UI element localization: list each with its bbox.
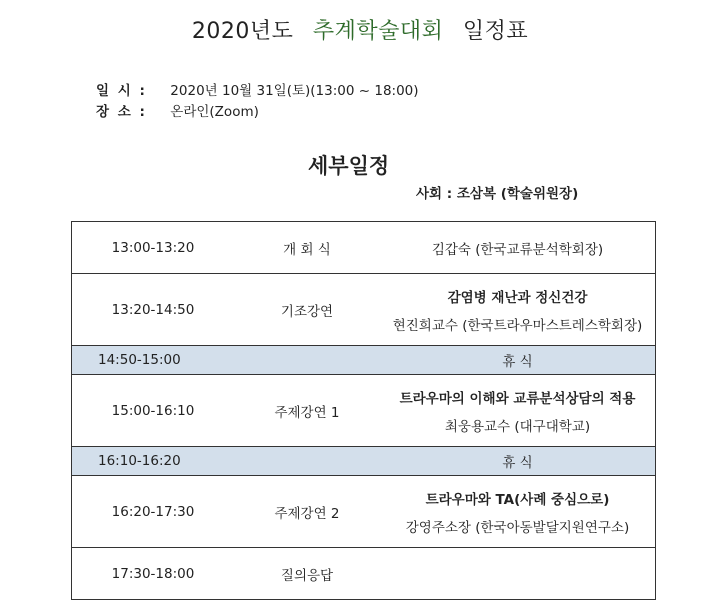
row-topic: 감염병 재난과 정신건강 — [447, 289, 588, 306]
row-time: 14:50-15:00 — [72, 346, 235, 375]
place-value: 온라인(Zoom) — [170, 104, 259, 120]
schedule-heading: 세부일정 — [308, 154, 390, 178]
row-speaker: 김갑숙 (한국교류분석학회장) — [380, 222, 656, 274]
row-kind: 질의응답 — [234, 548, 380, 600]
table-row — [72, 476, 656, 548]
row-desc — [380, 274, 656, 346]
row-kind: 기조강연 — [234, 274, 380, 346]
row-time: 15:00-16:10 — [72, 375, 235, 447]
table-row — [72, 548, 656, 600]
date-label: 일 시 : — [96, 83, 147, 99]
table-row — [72, 222, 656, 274]
title-event: 추계학술대회 — [312, 19, 444, 44]
row-kind: 주제강연 1 — [234, 375, 380, 447]
row-speaker — [380, 548, 656, 600]
row-kind — [234, 346, 380, 375]
row-time: 17:30-18:00 — [72, 548, 235, 600]
row-kind — [234, 447, 380, 476]
row-topic: 트라우마의 이해와 교류분석상담의 적용 — [399, 390, 636, 407]
table-row — [72, 375, 656, 447]
row-time: 13:00-13:20 — [72, 222, 235, 274]
row-desc — [380, 375, 656, 447]
row-time: 16:10-16:20 — [72, 447, 235, 476]
row-desc — [380, 476, 656, 548]
title-suffix: 일정표 — [462, 19, 529, 44]
row-kind: 주제강연 2 — [234, 476, 380, 548]
row-speaker: 최웅용교수 (대구대학교) — [444, 418, 591, 435]
row-speaker: 강영주소장 (한국아동발달지원연구소) — [405, 519, 630, 536]
row-speaker: 현진희교수 (한국트라우마스트레스학회장) — [392, 317, 643, 334]
table-row — [72, 274, 656, 346]
row-break-label: 휴 식 — [380, 447, 656, 476]
row-topic: 트라우마와 TA(사례 중심으로) — [425, 491, 610, 508]
row-break-label: 휴 식 — [380, 346, 656, 375]
break-row — [72, 447, 656, 476]
place-label: 장 소 : — [96, 104, 147, 120]
date-info — [96, 79, 419, 99]
schedule-table — [71, 221, 656, 600]
date-value: 2020년 10월 31일(토)(13:00 ~ 18:00) — [170, 83, 419, 99]
page-title — [0, 14, 720, 45]
break-row — [72, 346, 656, 375]
title-year: 2020년도 — [191, 19, 294, 44]
row-time: 16:20-17:30 — [72, 476, 235, 548]
row-kind: 개 회 식 — [234, 222, 380, 274]
place-info — [96, 100, 259, 120]
host-info: 사회 : 조삼복 (학술위원장) — [416, 186, 579, 202]
row-time: 13:20-14:50 — [72, 274, 235, 346]
